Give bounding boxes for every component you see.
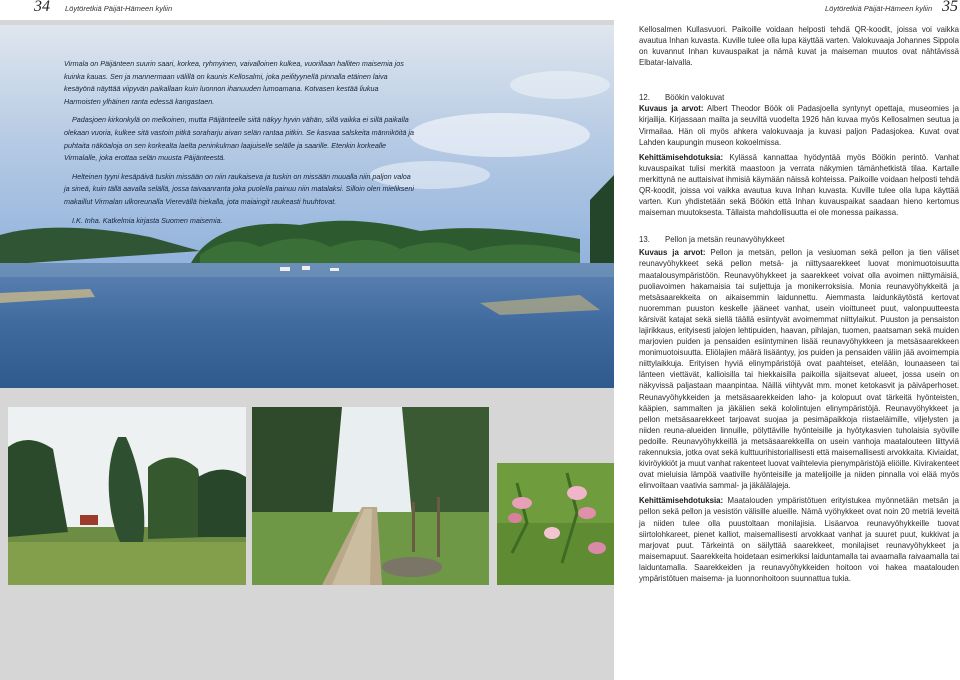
section-13-description-label: Kuvaus ja arvot: xyxy=(639,248,706,258)
section-12-description-text: Albert Theodor Böök oli Padasjoella syntynyt opettaja, museomies ja kirjailija. Kirjassaan mailta ja seuviltä vuodelta 1926 hän kuvaa myös Kellosalmen seutua ja Virmailaa. Hän oli myös ahkera valokuvaaja ja kuvasi paljon Padasjokea. Kuvat ovat Lahden kaupungin museon kokoelmissa. xyxy=(639,104,959,147)
quote-paragraph-1: Virmala on Päijänteen suurin saari, korkea, ryhmyinen, vaivalloinen kulkea, vuorillaan halliten maisemia jos kuinka kauas. Sen ja mannermaan välillä on kaunis Kellosalmi, joka peilityynellä pinnalla etäinen laiva kesäyönä näyttää viipyvän paikallaan kuin luonnon ihanuuden lumoamana. Kotvasen kestää liukua Harmoisten ylhäinen ranta edessä kangastaen. xyxy=(64,59,404,106)
left-running-title: Löytöretkiä Päijät-Hämeen kyliin xyxy=(65,4,173,13)
section-12-description-label: Kuvaus ja arvot: xyxy=(639,104,704,114)
section-12-number: 12. xyxy=(639,93,650,103)
left-page-number: 34 xyxy=(34,0,50,15)
section-13-number: 13. xyxy=(639,235,650,245)
section-13-heading xyxy=(639,234,959,245)
section-12-title: Böökin valokuvat xyxy=(665,93,725,103)
section-13-suggestions-text: Maatalouden ympäristötuen erityistukea myönnetään metsän ja pellon sekä pellon ja vesistön välisille alueille. Nämä vyöhykkeet ovat noin 20 metriä leveitä ja niiden tulee olla puustoltaan monilajisia. Lisäarvoa reunavyöhykkeille tuovat siirtolohkareet, pienet kalliot, maisemallisesti arvokkaat vanhat ja suuret puut, kukkivat ja marjovat puut. Tärkeintä on säilyttää saarekkeet, monilajiset reunavyöhykkeet ja maisemapuut. Saarekkeita hoidetaan esimerkiksi laiduntamalla tai avaamalla raivaamalla tai laiduntamalla. Saarekkeiden ja reunavyöhykkeiden hoitoon voi hakea maatalouden ympäristötuen maisema- ja luonnonhoitoon suunnattua tukia. xyxy=(639,496,960,584)
section-12-heading xyxy=(639,92,959,103)
quote-paragraph-2: Padasjoen kirkonkylä on melkoinen, mutta Päijänteelle siitä näkyy hyvin vähän, sillä vaikka ei sillä paikalla olekaan vuoria, kulkee sitä vastoin pitkä soraharju aivan selän rantaa pitkin. Se kasvaa salskeita männiköitä ja puhtaita näköaloja on sen korkealta laelta peninkulman laajuiselle selälle ja saarille. Etenkin korkealle Virmalalle, joka erottaa selän muusta Päijänteestä. xyxy=(64,115,414,163)
quote-attribution: I.K. Inha. Katkelmia kirjasta Suomen maisemia. xyxy=(72,215,223,225)
quote-paragraph-3: Helteinen tyyni kesäpäivä tuskin missään on niin raukaiseva ja tuskin on missään muualla niin paljon valoa ja sineä, kuin tällä aavalla selällä, jossa taivaanranta joka puolella painuu niin matalaksi. Silloin olen mielikseni makaillut Virmalan ulkoreunalla Vierevällä hiekalla, jota maiaingit raukeasti huuhtovat. xyxy=(64,171,414,206)
section-12-suggestions xyxy=(639,152,959,219)
left-header xyxy=(0,0,614,20)
section-13-suggestions-label: Kehittämisehdotuksia: xyxy=(639,496,724,506)
right-page-number: 35 xyxy=(942,0,958,15)
section-12-suggestions-text: Kylässä kannattaa hyödyntää myös Böökin perintö. Vanhat kuvauspaikat tulisi merkitä maastoon ja verrata näkymien tämänhetkistä tilaa. Kartalle merkittynä ne auttaisivat ihmisiä käymään näissä kohteissa. Paikoille voidaan helposti tehdä QR-koodit, joissa voi vaikka avautua kuva Inhan kuvasta. Kuville tulee olla lupa käyttää varten. Kun yhdistetään sekä Böökin että Inhan kuvauspaikat saadaan hieno kertomus maiseman muutoksesta. Tällaista mahdollisuutta ei ole monessa paikassa. xyxy=(639,152,959,218)
vetch-flowers-photo xyxy=(497,463,614,585)
section-12-description xyxy=(639,103,959,147)
intro-paragraph: Kellosalmen Kullasvuori. Paikoille voidaan helposti tehdä QR-koodit, joissa voi vaikka avautua Inhan kuvasta. Kuville tulee olla lupa käyttää varten. Valokuvaaja Johannes Sippola on kuvannut Inhan kuvauspaikat ja nämä kuvat ja maiseman muutos ovat nähtävissä Elbatar-laivalla. xyxy=(639,25,959,68)
section-13-description-text: Pellon ja metsän, pellon ja vesiuoman sekä pellon ja tien väliset reunavyöhykkeet sekä pellon metsä- ja niittysaarekkeet luovat monimuotoisuutta maatalousympäristöön. Reunavyöhykkeet ja saarekkeet voivat olla avoimen niittymäisiä, puoliavoimen hakamaisia tai suljettuja ja monikerroksisia. Monia reunavyöhykkeitä ja metsäsaarekkeita on aikaisemmin laidunnettu. Aiemmasta laidunkäytöstä kertovat nuoremman puuston keskelle jääneet vanhat, usein vioittuneet puut, valonpuutteesta kärsivät katajat sekä siellä täällä esiintyvät avoimemmat niittylaikut. Puuston ja pensaiston lajirikkaus, erityisesti jalojen lehtipuiden, haavan, pihlajan, tuomen, paatsaman sekä muiden marjovien puiden ja pensaiden esiintyminen lisää reunavyöhykkeen ja metsäsaarekkeen monimuotoisuutta. Eliölajien määrä lisääntyy, jos puiden ja pensaiden väliin jää avoimempia niittylaikkuja. Erityisen hyviä elinympäristöjä ovat paahteiset, etelään, lounaaseen tai länteen viettävät, kallioisilla tai hiekkaisilla paikoilla sijaitsevat alueet, jossa usein on näkyvissä paljastaan maanpintaa. Näillä viihtyvät mm. monet ketokasvit ja päiväperhoset. Reunavyöhykkeiden ja metsäsaarekkeiden laho- ja kolopuut ovat tärkeitä hyönteisten, kääpien, sammalten ja jäkälien sekä kololintujen elinympäristöjä. Reunavyöhykkeet ja pellon metsäsaarekkeet tarjoavat suojaa ja pesimäpaikkoja riistaeläimille, viljelysten ja niiden reuna-alueiden linnuille, pölyttäville hyönteisille ja hyötykasvien tuholaisia syöville pedoille. Reunavyöhykkeillä ja metsäsaarekkeilla on usein vanhoja maatalouteen liittyviä rakennuksia, jotka ovat sekä kulttuurihistoriallisesti että maisemallisesti arvokkaita. Kiviaidat, kiviröykkiöt ja muut vanhat rakenteet luovat vaihtelevia pienympäristöjä eliöille. Kivirakenteet ovat mieluisia lämpöä vaativille hyönteisille ja matelijoille ja niiden pinnalla voi elää myös elinvoiltaan vaativia sammal- ja jäkälälajeja. xyxy=(639,248,960,491)
section-13-title: Pellon ja metsän reunavyöhykkeet xyxy=(665,235,785,245)
section-13-description xyxy=(639,247,959,491)
right-column-text xyxy=(639,24,959,584)
right-running-title: Löytöretkiä Päijät-Hämeen kyliin xyxy=(825,4,933,13)
lake-quote-text xyxy=(64,58,414,233)
section-12-suggestions-label: Kehittämisehdotuksia: xyxy=(639,152,724,162)
right-header xyxy=(614,0,960,20)
section-13-suggestions xyxy=(639,495,959,584)
spruce-grove-photo xyxy=(8,407,246,585)
country-road-photo xyxy=(252,407,489,585)
